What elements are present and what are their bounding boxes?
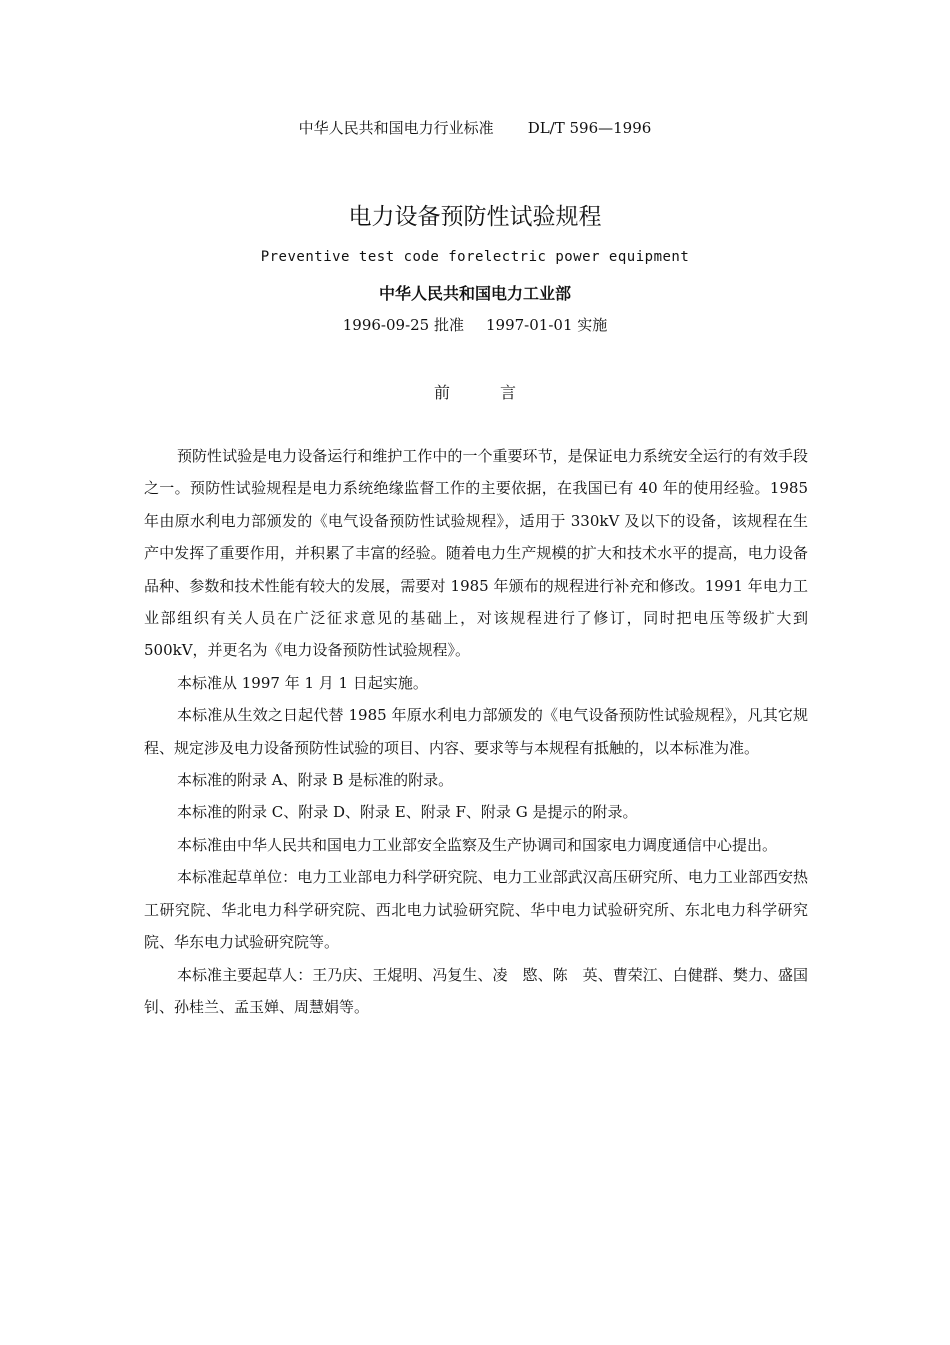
foreword-paragraph: 本标准起草单位：电力工业部电力科学研究院、电力工业部武汉高压研究所、电力工业部西安热工研究院、华北电力科学研究院、西北电力试验研究院、华中电力试验研究所、东北电力科学研究院、华东电力试验研究院等。: [144, 868, 808, 952]
document-title: 电力设备预防性试验规程: [348, 204, 602, 230]
approval-date: 1996-09-25 批准: [342, 316, 464, 334]
foreword-paragraph: 本标准从生效之日起代替 1985 年原水利电力部颁发的《电气设备预防性试验规程》，凡其它规程、规定涉及电力设备预防性试验的项目、内容、要求等与本规程有抵触的，以本标准为准。: [144, 706, 808, 757]
foreword-paragraph: 预防性试验是电力设备运行和维护工作中的一个重要环节，是保证电力系统安全运行的有效手段之一。预防性试验规程是电力系统绝缘监督工作的主要依据，在我国已有 40 年的使用经验。1985 年由原水利电力部颁发的《电气设备预防性试验规程》，适用于 330kV 及以下的设备，该规程在生产中发挥了重要作用，并积累了丰富的经验。随着电力生产规模的扩大和技术水平的提高，电力设备品种、参数和技术性能有较大的发展，需要对 1985 年颁布的规程进行补充和修改。1991 年电力工业部组织有关人员在广泛征求意见的基础上，对该规程进行了修订，同时把电压等级扩大到 500kV，并更名为《电力设备预防性试验规程》。: [144, 447, 808, 660]
issuing-authority: 中华人民共和国电力工业部: [378, 284, 571, 303]
foreword-paragraph: 本标准的附录 A、附录 B 是标准的附录。: [177, 771, 454, 790]
effective-date: 1997-01-01 实施: [486, 316, 608, 334]
standard-header: [0, 117, 950, 138]
document-title-english: Preventive test code forelectric power equipment: [260, 249, 690, 265]
foreword-paragraph: 本标准从 1997 年 1 月 1 日起实施。: [177, 673, 428, 692]
approval-dates: [0, 314, 950, 335]
standard-number: DL/T 596—1996: [527, 119, 652, 137]
standard-category: 中华人民共和国电力行业标准: [298, 119, 494, 137]
foreword-paragraph: 本标准由中华人民共和国电力工业部安全监察及生产协调司和国家电力调度通信中心提出。: [177, 835, 778, 854]
foreword-paragraph: 本标准主要起草人：王乃庆、王焜明、冯复生、凌 愍、陈 英、曹荣江、白健群、樊力、盛国钊、孙桂兰、孟玉婵、周慧娟等。: [144, 965, 808, 1016]
foreword-body: [144, 440, 808, 1023]
foreword-heading: 前言: [433, 383, 566, 402]
foreword-paragraph: 本标准的附录 C、附录 D、附录 E、附录 F、附录 G 是提示的附录。: [177, 803, 638, 822]
